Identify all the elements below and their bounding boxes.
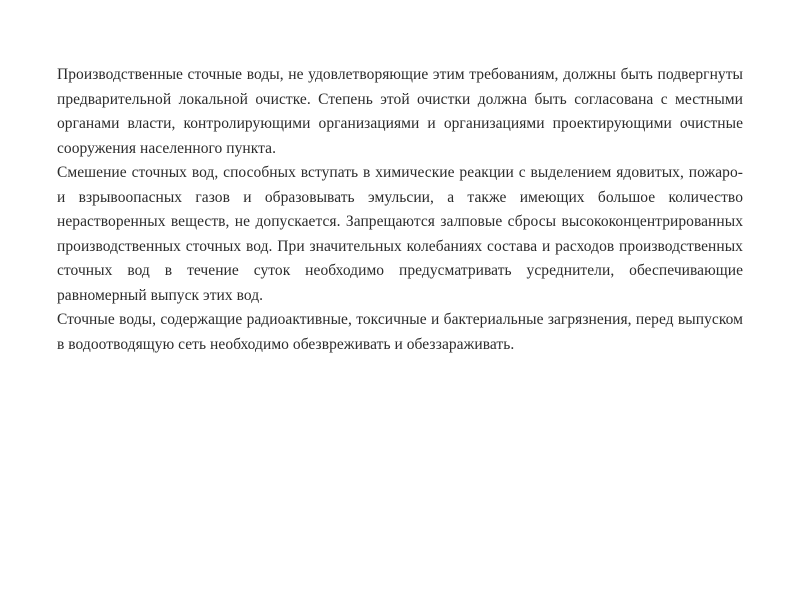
paragraph-3: Сточные воды, содержащие радиоактивные, токсичные и бактериальные загрязнения, перед выпуском в водоотводящую сеть необходимо обезвреживать и обеззараживать.	[57, 311, 743, 353]
paragraph-1: Производственные сточные воды, не удовлетворяющие этим требованиям, должны быть подвергнуты предварительной локальной очистке. Степень этой очистки должна быть согласована с местными органами власти, контролирующими организациями и организациями проектирующими очистные сооружения населенного пункта.	[57, 66, 743, 157]
paragraph-2: Смешение сточных вод, способных вступать в химические реакции с выделением ядовитых, пожаро- и взрывоопасных газов и образовывать эмульсии, а также имеющих большое количество нерастворенных веществ, не допускается. Запрещаются залповые сбросы высококонцентрированных производственных сточных вод. При значительных колебаниях состава и расходов производственных сточных вод в течение суток необходимо предусматривать усреднители, обеспечивающие равномерный выпуск этих вод.	[57, 164, 743, 304]
body-text	[57, 63, 743, 357]
